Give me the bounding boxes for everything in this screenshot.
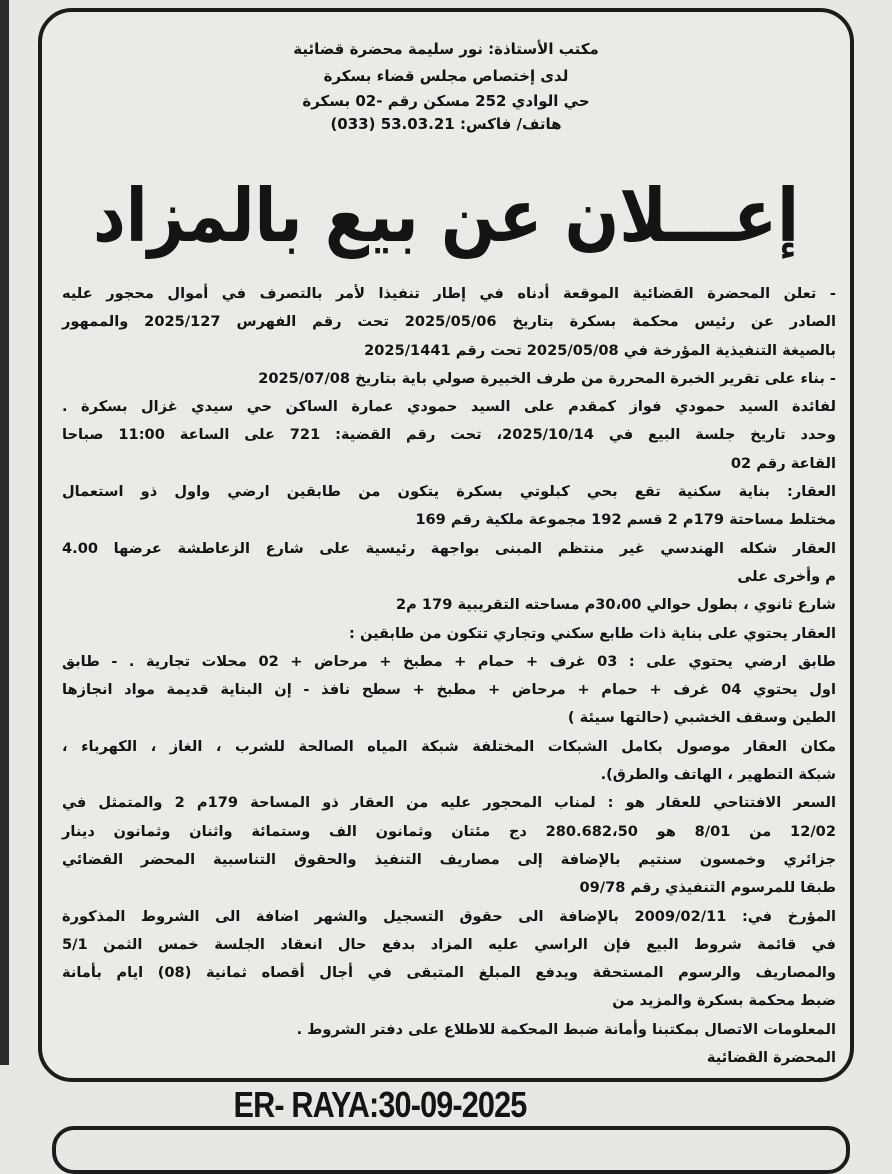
notice-line: شبكة التطهير ، الهاتف والطرق).: [600, 766, 836, 784]
notice-line: بالصيغة التنفيذية المؤرخة في 2025/05/08 تحت رقم 2025/1441: [364, 341, 836, 359]
notice-line: مختلط مساحتة 179م 2 قسم 192 مجموعة ملكية رقم 169: [415, 511, 836, 529]
notice-line: جزائري وخمسون سنتيم بالإضافة إلى مصاريف التنفيذ والحقوق التناسبية المحضر القضائي: [62, 850, 836, 868]
notice-line: 12/02 من 8/01 هو 280.682،50 دج مئتان وثمانون الف وستمائة واثنان وثمانون دينار: [62, 822, 836, 840]
jurisdiction: لدى إختصاص مجلس قضاء بسكرة: [323, 67, 569, 85]
notice-line: طابق ارضي يحتوي على : 03 غرف + حمام + مطبخ + مرحاض + 02 محلات تجارية . - طابق: [62, 652, 836, 670]
notice-line: طبقا للمرسوم التنفيذي رقم 09/78: [579, 879, 836, 897]
notice-line: - تعلن المحضرة القضائية الموقعة أدناه في إطار تنفيذا لأمر بالتصرف في أموال محجور عليه: [62, 285, 836, 302]
notice-line: المحضرة القضائية: [706, 1049, 836, 1067]
office-name: مكتب الأستاذة: نور سليمة محضرة قضائية: [293, 40, 599, 58]
notice-line: شارع ثانوي ، بطول حوالي 30،00م مساحته التقريبية 179 م2: [395, 596, 836, 614]
notice-line: ضبط محكمة بسكرة والمزيد من: [612, 992, 836, 1010]
adjacent-column-border: [0, 0, 9, 1065]
notice-line: العقار يحتوي على بناية ذات طابع سكني وتجاري تتكون من طابقين :: [349, 624, 836, 642]
notice-line: وحدد تاريخ جلسة البيع في 2025/10/14، تحت رقم القضية: 721 على الساعة 11:00 صباحا: [62, 426, 836, 444]
notice-line: الطين وسقف الخشبي (حالتها سيئة ): [567, 709, 836, 727]
notice-line: العقار: بناية سكنية تقع بحي كبلوتي بسكرة يتكون من طابقين ارضي واول ذو استعمال: [62, 483, 836, 501]
notice-line: مكان العقار موصول بكامل الشبكات المختلفة شبكة المياه الصالحة للشرب ، الغاز ، الكهرباء ،: [62, 737, 836, 755]
notice-box: [38, 8, 854, 1082]
notice-line: لفائدة السيد حمودي فواز كمقدم على السيد حمودي عمارة الساكن حي سيدي غزال بسكرة .: [62, 398, 836, 416]
notice-line: اول يحتوي 04 غرف + حمام + مرحاض + مطبخ + سطح نافذ - إن البناية قديمة مواد انجازها: [62, 681, 836, 699]
notice-line: في قائمة شروط البيع فإن الراسي عليه المزاد بدفع حال انعقاد الجلسة خمس الثمن 5/1: [62, 935, 836, 953]
notice-line: المؤرخ في: 2009/02/11 بالإضافة الى حقوق التسجيل والشهر اضافة الى الشروط المذكورة: [62, 907, 837, 925]
notice-line: م وأخرى على: [737, 567, 836, 585]
notice-line: القاعة رقم 02: [730, 454, 836, 472]
notice-line: الصادر عن رئيس محكمة بسكرة بتاريخ 2025/05/06 تحت رقم الفهرس 2025/127 والممهور: [62, 313, 837, 331]
notice-line: المعلومات الاتصال بمكتبنا وأمانة ضبط المحكمة للاطلاع على دفتر الشروط .: [296, 1020, 836, 1038]
notice-body: [62, 280, 836, 1072]
phone-fax: هاتف/ فاكس: 53.03.21 (033): [330, 115, 562, 133]
next-notice-box: [52, 1126, 850, 1174]
notice-line: والمصاريف والرسوم المستحقة ويدفع المبلغ المتبقى في أجال أقصاه ثمانية (08) ايام بأمانة: [62, 964, 837, 982]
notice-line: - بناء على تقرير الخبرة المحررة من طرف الخبيرة صولي باية بتاريخ 2025/07/08: [258, 369, 836, 387]
notice-line: العقار شكله الهندسي غير منتظم المبنى بواجهة رئيسية على شارع الزعاطشة عرضها 4.00: [62, 539, 836, 557]
notice-line: السعر الافتتاحي للعقار هو : لمناب المحجور عليه من العقار ذو المساحة 179م 2 والمتمثل في: [62, 794, 837, 812]
notice-title: إعـــلان عن بيع بالمزاد: [92, 174, 800, 260]
publication-stamp: ER- RAYA:30-09-2025: [233, 1084, 527, 1125]
address: حي الوادي 252 مسكن رقم -02 بسكرة: [302, 92, 590, 110]
